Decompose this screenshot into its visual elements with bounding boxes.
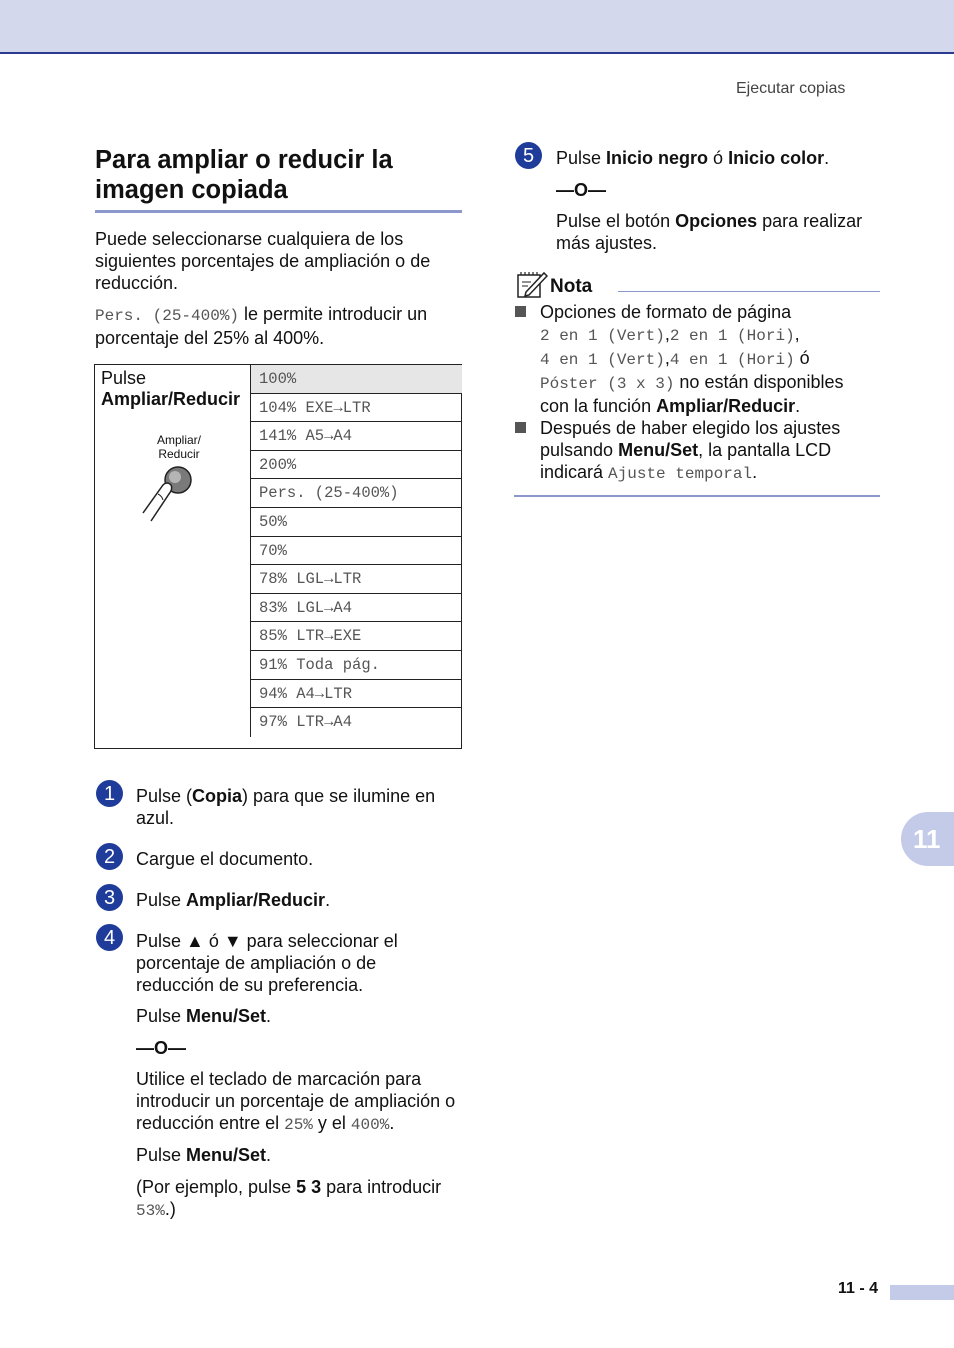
note-1-line4 [540, 371, 875, 417]
step-4-menu2-a: Pulse [136, 1145, 187, 1165]
step-1-a: Pulse ( [136, 786, 193, 806]
note-item-2 [540, 417, 875, 485]
step-3-a: Pulse [136, 890, 187, 910]
note-1-m5: Póster (3 x 3) [540, 375, 675, 393]
note-1-m1: 2 en 1 (Vert) [540, 327, 665, 345]
note-1-bold: Ampliar/Reducir [656, 396, 796, 416]
step-5-d: Inicio color [728, 148, 825, 168]
menu-item: 83% LGL→A4 [250, 594, 462, 623]
step-4-menu2-c: . [266, 1145, 272, 1165]
step-1-b: Copia [192, 786, 243, 806]
top-band [0, 0, 954, 54]
menu-item: 200% [250, 451, 462, 480]
note-2-d: . [752, 462, 758, 482]
menu-item: 70% [250, 537, 462, 566]
step-4-dial-a: Utilice el teclado de marcación para introducir un porcentaje de ampliación o reducción entre el [136, 1069, 456, 1133]
step-1-text [136, 785, 461, 829]
title-underline [95, 210, 462, 213]
note-2-b: Menu/Set [618, 440, 699, 460]
menu-item: 97% LTR→A4 [250, 708, 462, 737]
step-4-dial-c: . [389, 1113, 395, 1133]
note-title: Nota [550, 276, 593, 297]
menu-item: 141% A5→A4 [250, 422, 462, 451]
step-4-ex-a: (Por ejemplo, pulse [136, 1177, 297, 1197]
step-4-ex-b: 5 3 [296, 1177, 322, 1197]
note-1-end: . [795, 396, 801, 416]
note-bullet-2 [515, 422, 526, 433]
note-1-line3 [540, 347, 875, 371]
step-3-badge: 3 [96, 884, 123, 911]
step-4-dial-b: y el [312, 1113, 351, 1133]
chapter-tab: 11 [901, 812, 954, 866]
pers-text: le permite introducir un porcentaje del 25% al 400%. [95, 304, 428, 348]
note-1-m2: 2 en 1 (Hori) [669, 327, 795, 345]
intro-paragraph: Puede seleccionarse cualquiera de los siguientes porcentajes de ampliación o de reducción. [95, 229, 431, 293]
menu-item: 104% EXE→LTR [250, 394, 462, 423]
step-5-opt-c: para realizar más ajustes. [556, 211, 863, 253]
note-2-a: Después de haber elegido los ajustes pulsando [540, 418, 841, 460]
note-pencil-icon [516, 270, 548, 300]
section-title: Para ampliar o reducir la imagen copiada [95, 146, 393, 204]
step-4-menu [136, 1005, 271, 1027]
note-1-sep3: , [664, 348, 670, 368]
step-4-dial [136, 1068, 466, 1136]
box-pulse: Pulse [101, 368, 147, 388]
step-4-text: Pulse ▲ ó ▼ para seleccionar el porcentaje de ampliación o de reducción de su preferencia. [136, 931, 398, 995]
note-2-c: , la pantalla LCD indicará [540, 440, 832, 482]
step-2-badge: 2 [96, 843, 123, 870]
step-5-badge: 5 [515, 142, 542, 169]
step-4-dial-m2: 400% [350, 1116, 390, 1134]
running-header: Ejecutar copias [736, 80, 846, 97]
step-4-ex-d: .) [164, 1199, 176, 1219]
button-caption-line1: Ampliar/ [156, 433, 201, 447]
step-4-menu-a: Pulse [136, 1006, 187, 1026]
note-rule [618, 291, 880, 292]
finger-press-icon [137, 463, 197, 523]
step-4-ex-m: 53% [136, 1202, 165, 1220]
menu-item: Pers. (25-400%) [250, 479, 462, 508]
note-1-line1: Opciones de formato de página [540, 302, 792, 322]
step-4-menu2 [136, 1144, 271, 1166]
step-4-ex-c: para introducir [321, 1177, 442, 1197]
page-number: 11 - 4 [838, 1280, 879, 1297]
pers-paragraph [95, 303, 465, 349]
note-2-m: Ajuste temporal [608, 465, 753, 483]
step-5-text [556, 147, 876, 169]
note-1-m4: 4 en 1 (Hori) [669, 351, 795, 369]
step-4-menu-c: . [266, 1006, 272, 1026]
box-instruction [101, 368, 240, 410]
zoom-options-box [94, 364, 462, 749]
step-3-b: Ampliar/Reducir [186, 890, 326, 910]
step-5-opt-b: Opciones [675, 211, 758, 231]
step-3-text [136, 889, 461, 911]
step-5-b: Inicio negro [606, 148, 709, 168]
step-3-c: . [325, 890, 331, 910]
step-4-menu-b: Menu/Set [186, 1006, 267, 1026]
menu-item: 100% [250, 365, 462, 394]
step-4-menu2-b: Menu/Set [186, 1145, 267, 1165]
step-5-e: . [824, 148, 830, 168]
note-1-line2 [540, 323, 875, 347]
step-5-options [556, 210, 876, 254]
zoom-menu-list [250, 365, 462, 737]
note-1-tail: no están disponibles con la función [540, 372, 844, 416]
step-4-dial-m1: 25% [284, 1116, 313, 1134]
step-5-opt-a: Pulse el botón [556, 211, 676, 231]
step-1-c: ) para que se ilumine en azul. [136, 786, 436, 828]
menu-item: 85% LTR→EXE [250, 622, 462, 651]
page-number-bar [890, 1285, 954, 1300]
step-2-text: Cargue el documento. [136, 849, 314, 869]
step-4-or: —O— [136, 1038, 187, 1058]
note-1-o: ó [794, 348, 810, 368]
step-4-example [136, 1176, 456, 1222]
button-caption-line2: Reducir [158, 447, 200, 461]
step-5-a: Pulse [556, 148, 607, 168]
menu-item: 50% [250, 508, 462, 537]
note-end-rule [514, 495, 880, 497]
button-caption [153, 433, 205, 461]
menu-item: 78% LGL→LTR [250, 565, 462, 594]
menu-item: 94% A4→LTR [250, 680, 462, 709]
box-button-name: Ampliar/Reducir [101, 389, 241, 409]
note-item-1 [540, 301, 875, 417]
note-1-m3: 4 en 1 (Vert) [540, 351, 665, 369]
note-bullet-1 [515, 306, 526, 317]
step-4-badge: 4 [96, 924, 123, 951]
step-5-or: —O— [556, 180, 607, 200]
step-5-c: ó [708, 148, 729, 168]
note-header [516, 270, 880, 300]
step-1-badge: 1 [96, 780, 123, 807]
pers-mono: Pers. (25-400%) [95, 307, 240, 325]
note-1-sep2: , [794, 324, 800, 344]
menu-item: 91% Toda pág. [250, 651, 462, 680]
note-1-sep1: , [664, 324, 670, 344]
